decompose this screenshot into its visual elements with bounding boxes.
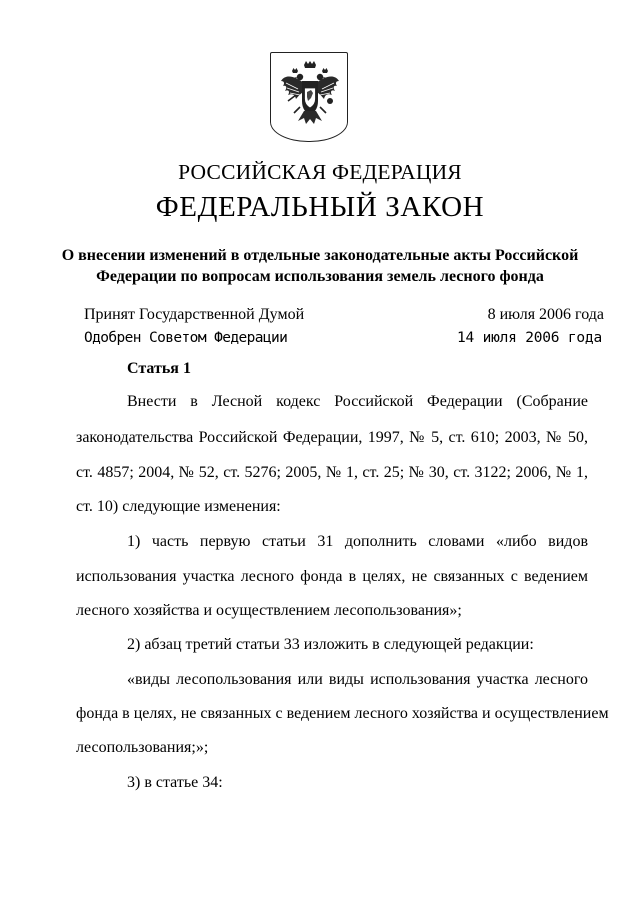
russian-coat-of-arms-icon [278,59,342,135]
law-title-line: О внесении изменений в отдельные законодательные акты Российской [61,247,579,264]
article-text-line: 3) в статье 34: [127,774,223,791]
article-text-line: 1) часть первую статьи 31 дополнить словами «либо видов [127,533,588,550]
document-type-heading: ФЕДЕРАЛЬНЫЙ ЗАКОН [155,191,485,223]
article-text-line: лесного хозяйства и осуществлением лесопользования»; [76,602,462,619]
article-text-line: использования участка лесного фонда в целях, не связанных с ведением [76,568,588,585]
article-text-line: законодательства Российской Федерации, 1997, № 5, ст. 610; 2003, № 50, [76,429,588,446]
country-name: РОССИЙСКАЯ ФЕДЕРАЦИЯ [178,160,462,184]
article-text-line: лесопользования;»; [76,739,209,756]
article-text-line: Внести в Лесной кодекс Российской Федерации (Собрание [127,393,588,410]
approved-date: 14 июля 2006 года [456,330,602,346]
law-title [40,245,600,287]
article-text-line: ст. 10) следующие изменения: [76,498,281,515]
article-text-line: 2) абзац третий статьи 33 изложить в следующей редакции: [127,636,534,653]
article-heading: Статья 1 [127,360,191,377]
article-text-line: фонда в целях, не связанных с ведением лесного хозяйства и осуществлением [76,705,609,722]
article-text-line: «виды лесопользования или виды использования участка лесного [127,671,588,688]
article-text-line: ст. 4857; 2004, № 52, ст. 5276; 2005, № 1, ст. 25; № 30, ст. 3122; 2006, № 1, [76,464,588,481]
approved-by-label: Одобрен Советом Федерации [84,330,288,346]
adopted-date: 8 июля 2006 года [487,306,604,323]
adopted-by-label: Принят Государственной Думой [84,306,305,323]
law-title-line: Федерации по вопросам использования земель лесного фонда [96,268,544,285]
coat-of-arms-emblem [270,52,348,142]
